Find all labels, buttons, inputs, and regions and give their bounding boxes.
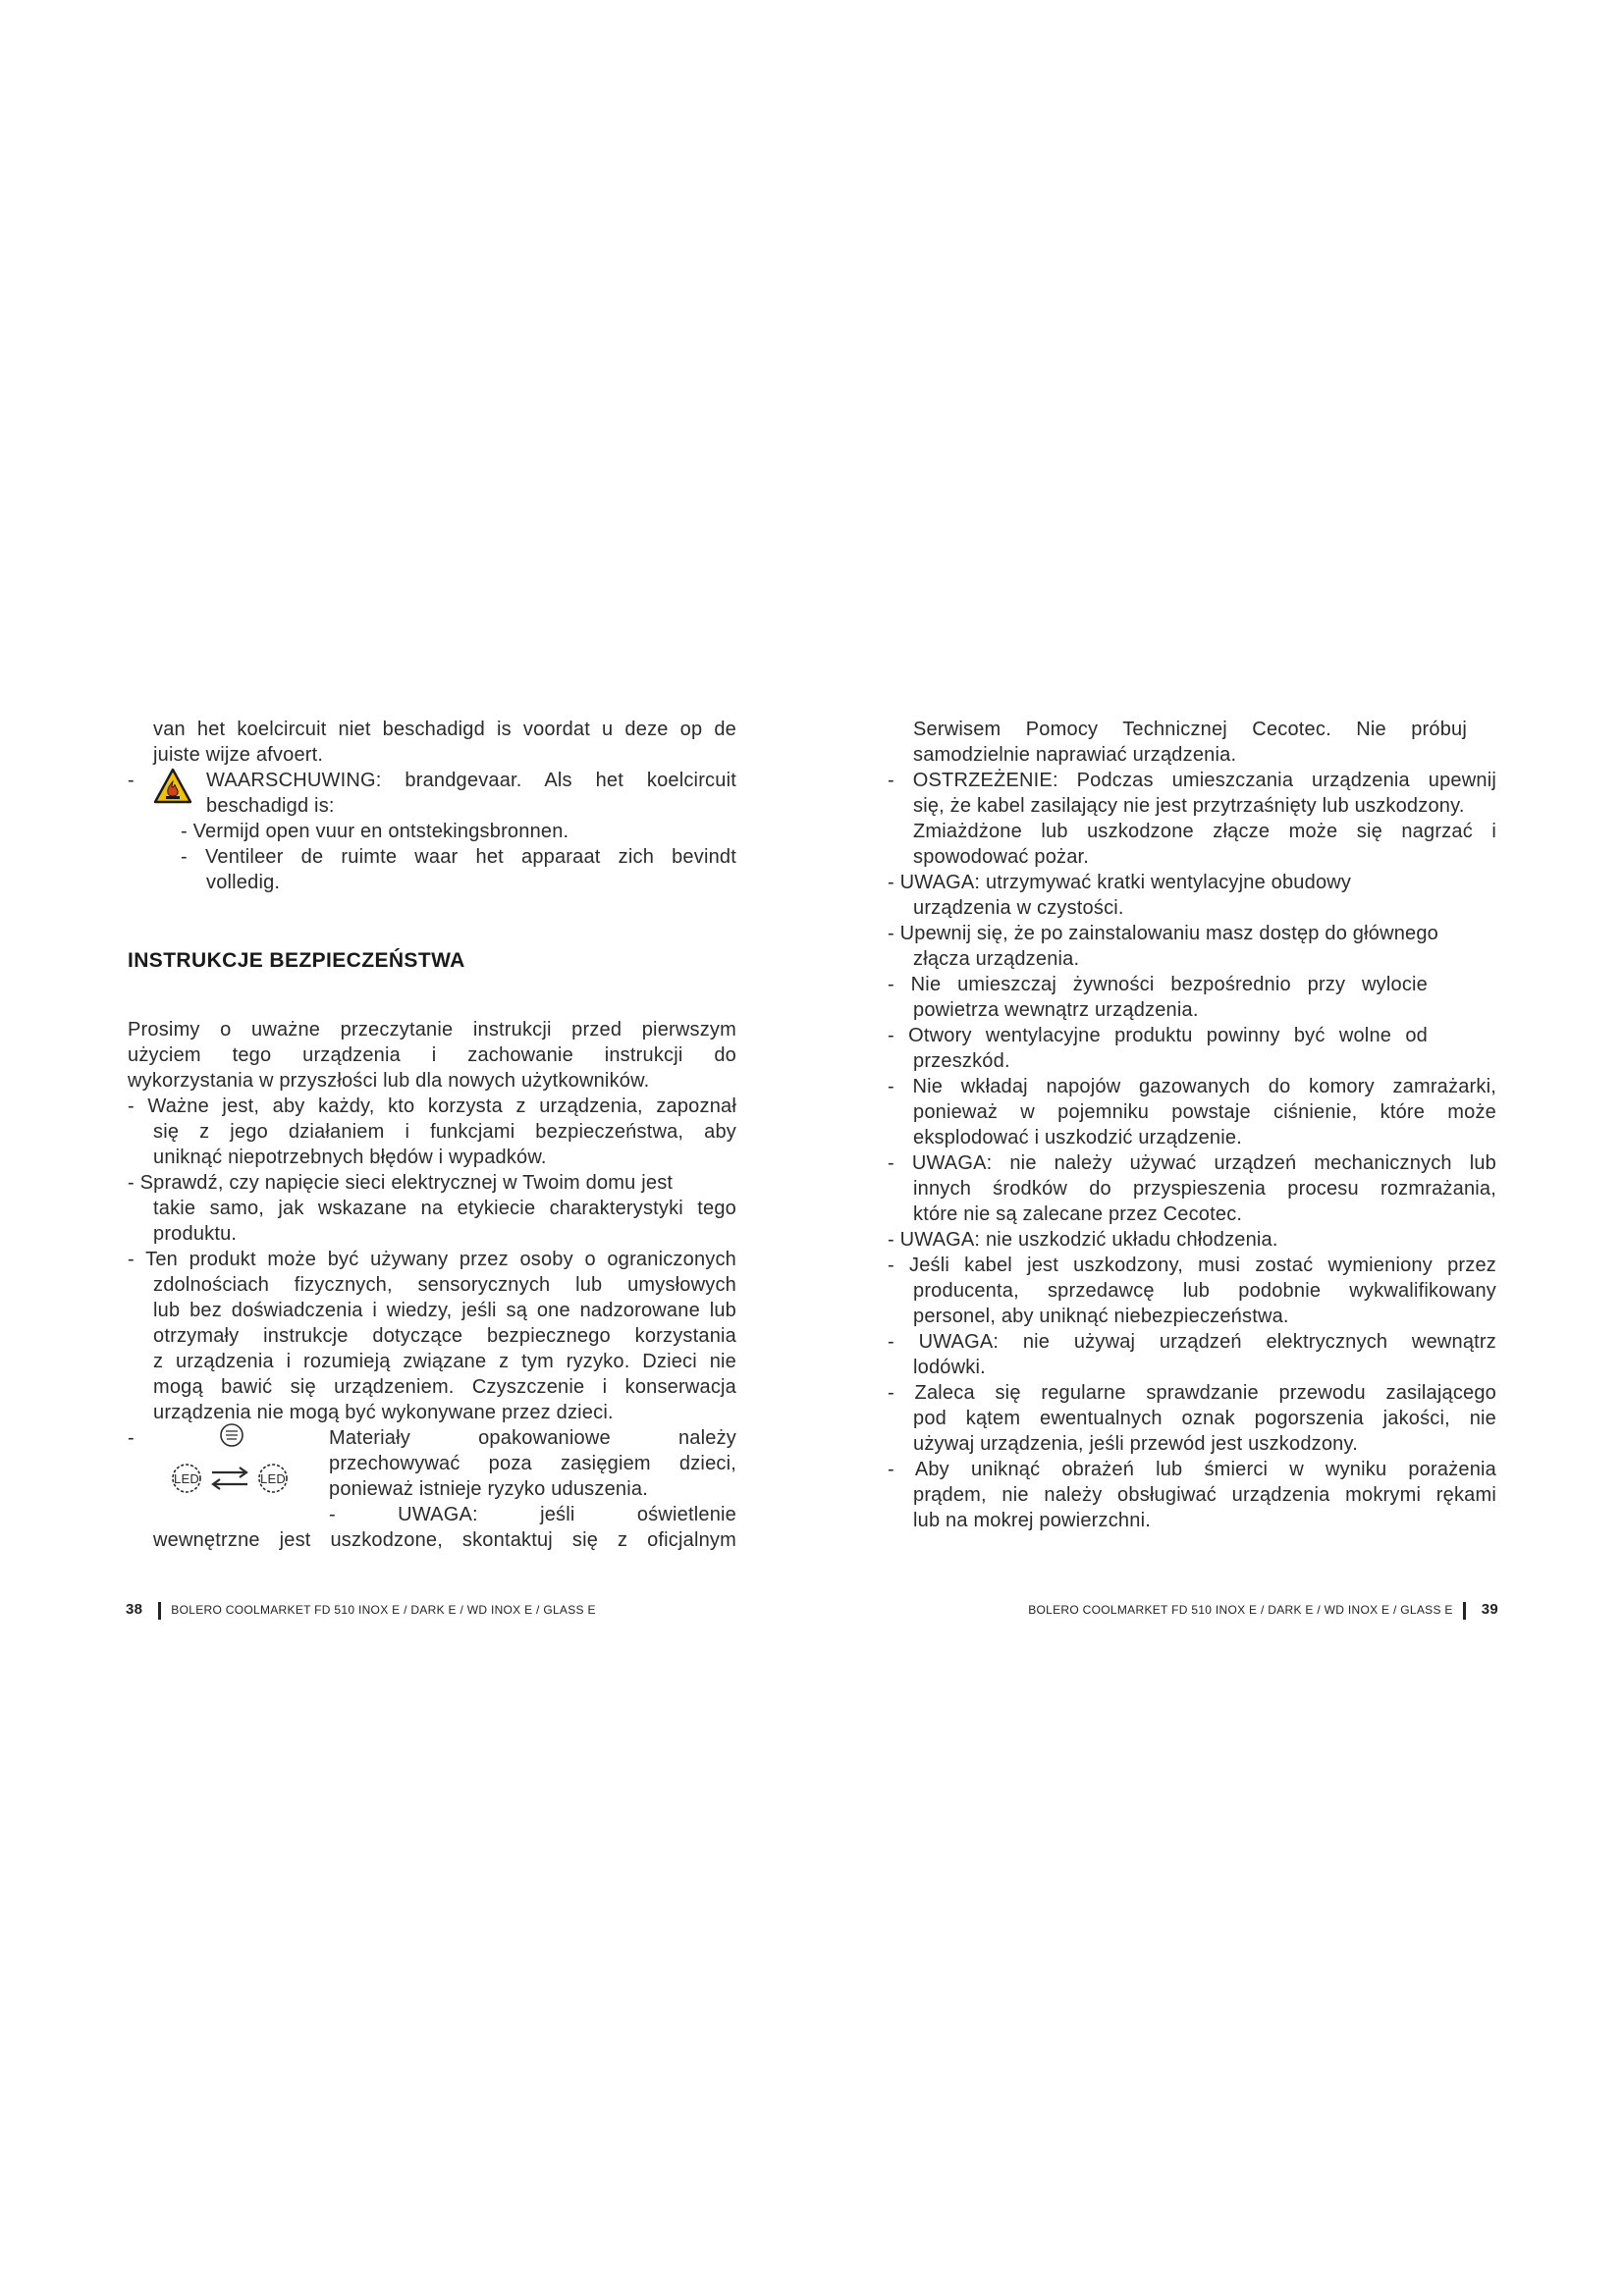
item-line: które nie są zalecane przez Cecotec.: [913, 1203, 1243, 1225]
item-line: - Zaleca się regularne sprawdzanie przewodu zasilającego: [888, 1382, 1496, 1404]
warning-bullet: - Ventileer de ruimte waar het apparaat zich bevindt: [181, 846, 736, 868]
item-line: z urządzenia i rozumieją związane z tym ryzyko. Dzieci nie: [153, 1351, 736, 1372]
fire-warning-triangle-icon: [153, 768, 192, 805]
item-line: - Aby uniknąć obrażeń lub śmierci w wyniku porażenia: [888, 1459, 1496, 1480]
item-line: - Nie wkładaj napojów gazowanych do komory zamrażarki,: [888, 1076, 1496, 1097]
page-number: 38: [126, 1601, 143, 1618]
item-line: spowodować pożar.: [913, 846, 1090, 868]
safety-item: [128, 1170, 736, 1247]
item-line: Zmiażdżone lub uszkodzone złącze może się nagrzać i: [913, 821, 1496, 842]
item-line: pod kątem ewentualnych oznak pogorszenia jakości, nie: [913, 1408, 1496, 1429]
item-line: eksplodować i uszkodzić urządzenie.: [913, 1127, 1242, 1148]
item-line: się z jego działaniem i funkcjami bezpieczeństwa, aby: [153, 1121, 736, 1143]
intro-line: samodzielnie naprawiać urządzenia.: [913, 744, 1237, 766]
led-label: LED: [174, 1471, 199, 1486]
product-title: BOLERO COOLMARKET FD 510 INOX E / DARK E / WD INOX E / GLASS E: [171, 1603, 596, 1617]
item-line: złącza urządzenia.: [913, 948, 1080, 970]
safety-item: [888, 1227, 1526, 1253]
safety-item: [888, 921, 1526, 972]
item-line: - Ważne jest, aby każdy, kto korzysta z urządzenia, zapoznał: [128, 1095, 736, 1117]
item-line: zdolnościach fizycznych, sensorycznych lub umysłowych: [153, 1274, 736, 1296]
tail-line: wewnętrzne jest uszkodzone, skontaktuj się z oficjalnym: [153, 1529, 736, 1551]
right-column: [888, 717, 1526, 1533]
section-heading: INSTRUKCJE BEZPIECZEŃSTWA: [128, 949, 465, 972]
item-line: produktu.: [153, 1223, 238, 1245]
intro-line: van het koelcircuit niet beschadigd is voordat u deze op de: [153, 719, 736, 740]
packaging-line: ponieważ istnieje ryzyko uduszenia.: [329, 1478, 648, 1500]
item-line: - UWAGA: nie należy używać urządzeń mechanicznych lub: [888, 1152, 1496, 1174]
safety-item: [888, 1150, 1526, 1227]
item-line: - Nie umieszczaj żywności bezpośrednio przy wylocie: [888, 974, 1428, 995]
product-title: BOLERO COOLMARKET FD 510 INOX E / DARK E / WD INOX E / GLASS E: [1028, 1603, 1453, 1617]
packaging-line: Materiały opakowaniowe należy: [329, 1427, 736, 1449]
item-line: powietrza wewnątrz urządzenia.: [913, 999, 1199, 1021]
item-line: lub na mokrej powierzchni.: [913, 1510, 1151, 1531]
item-line: - Otwory wentylacyjne produktu powinny być wolne od: [888, 1025, 1428, 1046]
packaging-dash: -: [128, 1427, 135, 1449]
intro-paragraph-line: wykorzystania w przyszłości lub dla nowych użytkowników.: [128, 1070, 650, 1092]
item-line: takie samo, jak wskazane na etykiecie charakterystyki tego: [153, 1198, 736, 1219]
packaging-warning: [128, 1425, 736, 1525]
safety-item: [888, 1329, 1526, 1380]
item-line: - Sprawdź, czy napięcie sieci elektrycznej w Twoim domu jest: [128, 1172, 674, 1194]
warning-line: beschadigd is:: [206, 795, 335, 817]
intro-line: juiste wijze afvoert.: [153, 744, 324, 766]
item-line: - Jeśli kabel jest uszkodzony, musi zostać wymieniony przez: [888, 1255, 1496, 1276]
item-line: otrzymały instrukcje dotyczące bezpiecznego korzystania: [153, 1325, 736, 1347]
item-line: lodówki.: [913, 1357, 986, 1378]
item-line: przeszkód.: [913, 1050, 1010, 1072]
item-line: - UWAGA: utrzymywać kratki wentylacyjne obudowy: [888, 872, 1352, 893]
footer-divider: [158, 1602, 161, 1620]
intro-line: Serwisem Pomocy Technicznej Cecotec. Nie próbuj: [913, 719, 1467, 740]
packaging-line: przechowywać poza zasięgiem dzieci,: [329, 1453, 736, 1474]
item-line: urządzenia w czystości.: [913, 897, 1124, 919]
safety-item: [888, 1380, 1526, 1457]
safety-item: [888, 972, 1526, 1023]
item-line: - UWAGA: nie używaj urządzeń elektrycznych wewnątrz: [888, 1331, 1496, 1353]
item-line: prądem, nie należy obsługiwać urządzenia mokrymi rękami: [913, 1484, 1496, 1506]
warning-bullet: volledig.: [206, 872, 281, 893]
safety-item: [888, 870, 1526, 921]
fire-warning: [128, 768, 736, 895]
safety-item: [888, 1023, 1526, 1074]
item-line: się, że kabel zasilający nie jest przytrzaśnięty lub uszkodzony.: [913, 795, 1465, 817]
led-light-bulb-icon: [157, 1421, 304, 1504]
led-label: LED: [260, 1471, 286, 1486]
item-line: producenta, sprzedawcę lub podobnie wykwalifikowany: [913, 1280, 1496, 1302]
warning-bullet: - Vermijd open vuur en ontstekingsbronnen.: [181, 821, 569, 842]
page-footer-right: [1028, 1601, 1498, 1620]
item-line: - UWAGA: nie uszkodzić układu chłodzenia.: [888, 1229, 1278, 1251]
packaging-line: - UWAGA: jeśli oświetlenie: [329, 1504, 736, 1525]
item-line: używaj urządzenia, jeśli przewód jest uszkodzony.: [913, 1433, 1358, 1455]
page-number: 39: [1481, 1601, 1498, 1618]
warning-dash: -: [128, 770, 135, 791]
safety-item: [128, 1247, 736, 1425]
left-column: [128, 717, 736, 1553]
item-line: lub bez doświadczenia i wiedzy, jeśli są one nadzorowane lub: [153, 1300, 736, 1321]
safety-item: [888, 1074, 1526, 1150]
item-line: - OSTRZEŻENIE: Podczas umieszczania urządzenia upewnij: [888, 770, 1496, 791]
warning-line: WAARSCHUWING: brandgevaar. Als het koelcircuit: [206, 770, 736, 791]
item-line: - Upewnij się, że po zainstalowaniu masz dostęp do głównego: [888, 923, 1438, 944]
safety-item: [888, 1457, 1526, 1533]
page-footer-left: [126, 1601, 596, 1620]
intro-paragraph-line: Prosimy o uważne przeczytanie instrukcji przed pierwszym: [128, 1019, 736, 1041]
item-line: - Ten produkt może być używany przez osoby o ograniczonych: [128, 1249, 736, 1270]
footer-divider: [1463, 1602, 1466, 1620]
item-line: urządzenia nie mogą być wykonywane przez dzieci.: [153, 1402, 614, 1423]
item-line: ponieważ w pojemniku powstaje ciśnienie, które może: [913, 1101, 1496, 1123]
item-line: personel, aby uniknąć niebezpieczeństwa.: [913, 1306, 1289, 1327]
item-line: mogą bawić się urządzeniem. Czyszczenie i konserwacja: [153, 1376, 736, 1398]
safety-item: [888, 768, 1526, 870]
intro-paragraph-line: użyciem tego urządzenia i zachowanie instrukcji do: [128, 1044, 736, 1066]
item-line: uniknąć niepotrzebnych błędów i wypadków.: [153, 1147, 547, 1168]
safety-item: [888, 1253, 1526, 1329]
item-line: innych środków do przyspieszenia procesu rozmrażania,: [913, 1178, 1496, 1200]
safety-item: [128, 1094, 736, 1170]
packaging-text: [329, 1425, 736, 1527]
